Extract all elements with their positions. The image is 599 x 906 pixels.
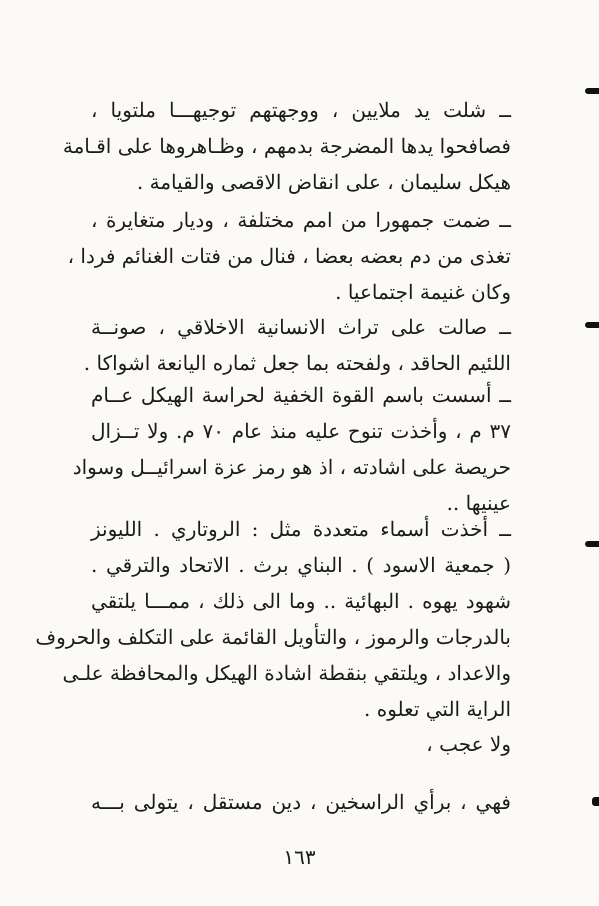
text-line: عينيها .. [446,491,511,515]
page-edge-mark [585,322,599,328]
paragraph-2 [67,202,511,310]
text-line: ــ ضمت جمهورا من امم مختلفة ، وديار متغايرة ، [91,208,511,232]
paragraph-4 [72,377,511,521]
text-line: والاعداد ، ويلتقي بنقطة اشادة الهيكل والمحافظة علـى [62,661,511,685]
text-line: حريصة على اشادته ، اذ هو رمز عزة اسرائيــل وسواد [72,455,511,479]
paragraph-1 [62,92,511,200]
text-line: فهي ، برأي الراسخين ، دين مستقل ، يتولى بـــه [91,790,511,814]
page-number: ١٦٣ [283,845,316,869]
page-edge-mark [592,797,599,806]
text-line: ــ أخذت أسماء متعددة مثل : الروتاري . الليونز [91,517,511,541]
paragraph-3 [83,309,511,381]
text-line: ولا عجب ، [426,732,511,756]
paragraph-7 [91,784,511,820]
text-line: ــ صالت على تراث الانسانية الاخلاقي ، صونــة [91,315,511,339]
page-edge-mark [585,88,599,94]
text-line: الراية التي تعلوه . [364,697,511,721]
text-line: تغذى من دم بعضه بعضا ، فنال من فتات الغنائم فردا ، [67,244,511,268]
paragraph-6 [91,726,511,762]
text-line: شهود يهوه . البهائية .. وما الى ذلك ، ممـــا يلتقي [91,589,511,613]
page-edge-mark [585,541,599,547]
text-line: بالدرجات والرموز ، والتأويل القائمة على التكلف والحروف [35,625,511,649]
text-line: ــ شلت يد ملايين ، ووجهتهم توجيهـــا ملتويا ، [91,98,511,122]
text-line: وكان غنيمة اجتماعيا . [335,280,511,304]
paragraph-5 [35,511,511,727]
text-line: ٣٧ م ، وأخذت تنوح عليه منذ عام ٧٠ م. ولا تــزال [91,419,511,443]
text-line: هيكل سليمان ، على انقاض الاقصى والقيامة . [136,170,511,194]
text-line: اللئيم الحاقد ، ولفحته بما جعل ثماره اليانعة اشواكا . [83,351,511,375]
text-line: ( جمعية الاسود ) . البناي برث . الاتحاد والترقي . [91,553,511,577]
text-line: فصافحوا يدها المضرجة بدمهم ، وظـاهروها على اقـامة [62,134,511,158]
text-line: ــ أسست باسم القوة الخفية لحراسة الهيكل عــام [91,383,511,407]
